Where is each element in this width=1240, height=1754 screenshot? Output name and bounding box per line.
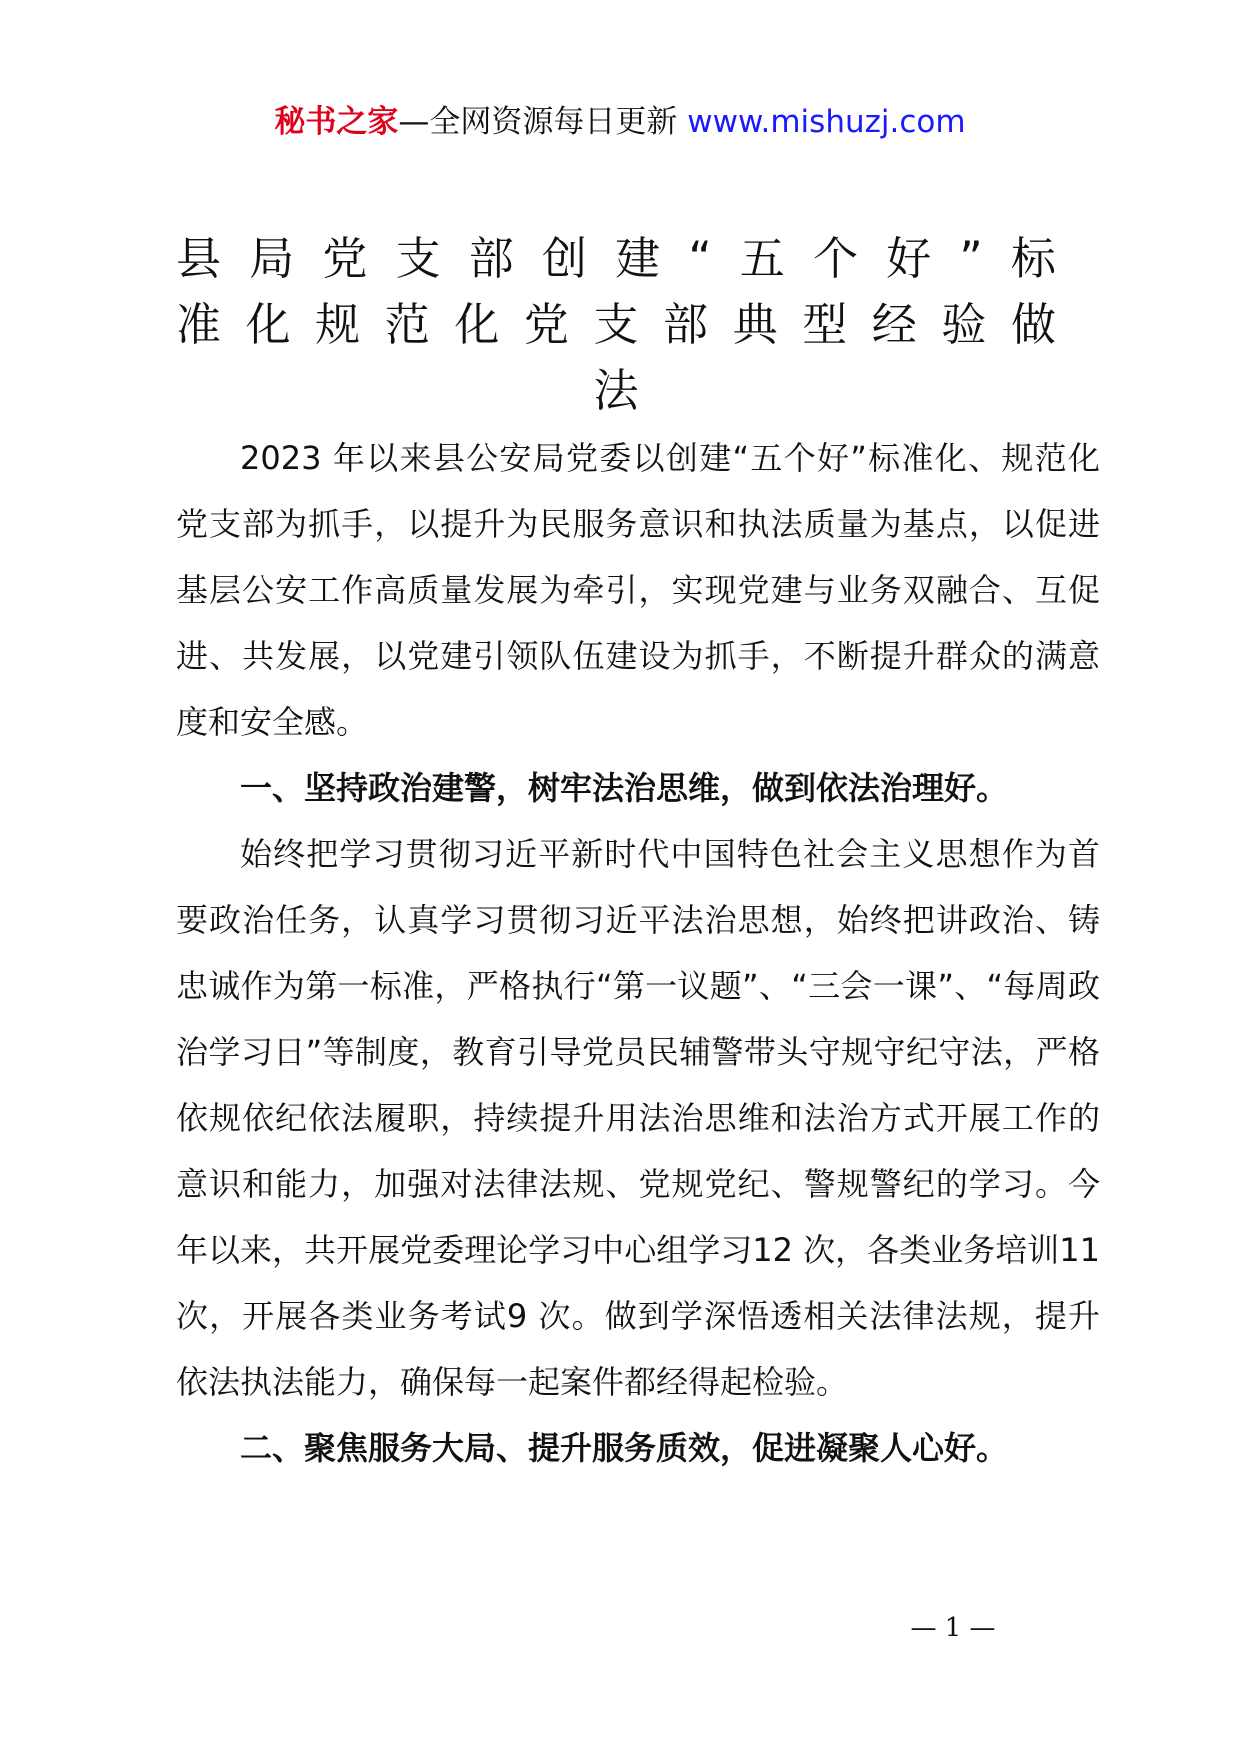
title-char: 党 [322, 232, 368, 285]
section-2-heading: 二、聚焦服务大局、提升服务质效，促进凝聚人心好。 [240, 1429, 1009, 1467]
intro-paragraph: 2023 年以来县公安局党委以创建“五个好”标准化、规范化党支部为抓手，以提升为民服务意识和执法质量为基点，以促进基层公安工作高质量发展为牵引，实现党建与业务双融合、互促进、共发展，以党建引领队伍建设为抓手，不断提升群众的满意度和安全感。 [176, 439, 1100, 741]
title-line-2 [176, 292, 1056, 358]
document-body [176, 425, 1100, 1481]
title-char: 法 [593, 364, 639, 417]
title-char: 局 [249, 232, 295, 285]
title-char: 经 [871, 298, 917, 351]
page-number: — 1 — [910, 1613, 996, 1643]
title-char: 准 [176, 298, 222, 351]
title-char: ” [959, 232, 983, 285]
title-char: 典 [732, 298, 778, 351]
title-char: 创 [541, 232, 587, 285]
title-char: 支 [395, 232, 441, 285]
title-char: 党 [523, 298, 569, 351]
title-char: 建 [615, 232, 661, 285]
title-char: 个 [813, 232, 859, 285]
title-char: “ [688, 232, 712, 285]
title-char: 标 [1010, 232, 1056, 285]
title-char: 型 [802, 298, 848, 351]
title-char: 规 [315, 298, 361, 351]
header-banner [0, 100, 1240, 144]
section-1-heading: 一、坚持政治建警，树牢法治思维，做到依法治理好。 [240, 769, 1009, 807]
title-char: 化 [245, 298, 291, 351]
title-char: 五 [739, 232, 785, 285]
title-char: 化 [454, 298, 500, 351]
title-char: 好 [886, 232, 932, 285]
section-1-paragraph: 始终把学习贯彻习近平新时代中国特色社会主义思想作为首要政治任务，认真学习贯彻习近平法治思想，始终把讲政治、铸忠诚作为第一标准，严格执行“第一议题”、“三会一课”、“每周政治学习日”等制度，教育引导党员民辅警带头守规守纪守法，严格依规依纪依法履职，持续提升用法治思维和法治方式开展工作的意识和能力，加强对法律法规、党规党纪、警规警纪的学习。今年以来，共开展党委理论学习中心组学习12 次，各类业务培训11 次，开展各类业务考试9 次。做到学深悟透相关法律法规，提升依法执法能力，确保每一起案件都经得起检验。 [176, 835, 1100, 1401]
title-char: 支 [593, 298, 639, 351]
title-char: 县 [176, 232, 222, 285]
header-tagline: —全网资源每日更新 [398, 104, 678, 140]
title-char: 部 [468, 232, 514, 285]
title-char: 部 [663, 298, 709, 351]
title-char: 验 [941, 298, 987, 351]
document-title [176, 226, 1056, 424]
brand-name: 秘书之家 [274, 104, 399, 140]
site-url-link[interactable]: www.mishuzj.com [687, 104, 966, 140]
title-char: 范 [384, 298, 430, 351]
title-line-3 [176, 358, 1056, 424]
title-line-1 [176, 226, 1056, 292]
title-char: 做 [1010, 298, 1056, 351]
